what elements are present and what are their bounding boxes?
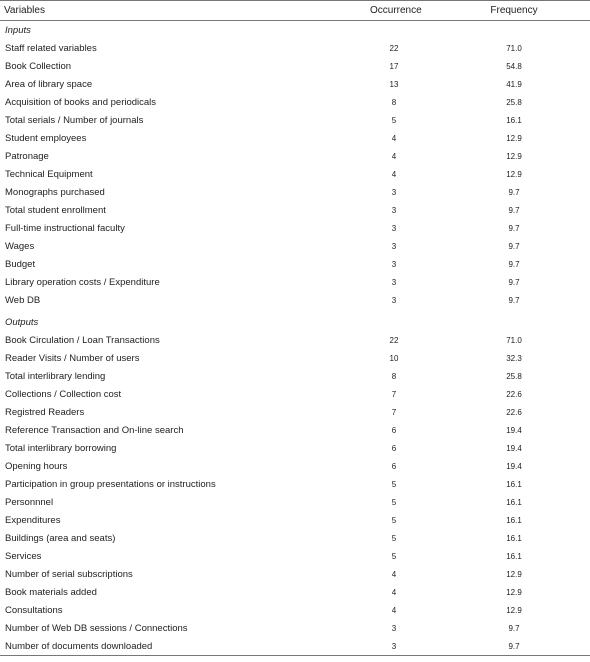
variable-name: Reference Transaction and On-line search [5, 424, 184, 436]
frequency-value: 9.7 [508, 259, 520, 269]
header-variables: Variables [0, 1, 318, 21]
table-row [0, 219, 590, 237]
occurrence-value: 7 [391, 407, 397, 417]
variable-name: Technical Equipment [5, 168, 93, 180]
table-row [0, 421, 590, 439]
table-row [0, 493, 590, 511]
variable-name: Staff related variables [5, 42, 97, 54]
occurrence-value: 3 [391, 295, 397, 305]
occurrence-value: 6 [391, 443, 397, 453]
variable-name: Acquisition of books and periodicals [5, 96, 157, 108]
variable-name: Student employees [5, 132, 87, 144]
variable-name: Library operation costs / Expenditure [5, 276, 160, 288]
occurrence-value: 3 [391, 187, 397, 197]
table-row [0, 583, 590, 601]
table-row [0, 291, 590, 309]
frequency-value: 25.8 [506, 371, 522, 381]
variable-name: Participation in group presentations or instructions [5, 478, 216, 490]
table-row [0, 147, 590, 165]
variable-name: Book Circulation / Loan Transactions [5, 334, 160, 346]
table-row [0, 273, 590, 291]
variable-name: Total serials / Number of journals [5, 114, 144, 126]
occurrence-value: 4 [391, 587, 397, 597]
frequency-value: 12.9 [506, 133, 522, 143]
frequency-value: 9.7 [508, 187, 520, 197]
occurrence-value: 3 [391, 241, 397, 251]
frequency-value: 19.4 [506, 461, 522, 471]
table-row [0, 331, 590, 349]
table-row [0, 129, 590, 147]
frequency-value: 9.7 [508, 205, 520, 215]
table-row [0, 349, 590, 367]
variable-name: Total student enrollment [5, 204, 106, 216]
occurrence-value: 7 [391, 389, 397, 399]
occurrence-value: 4 [391, 169, 397, 179]
occurrence-value: 17 [389, 61, 399, 71]
frequency-value: 9.7 [508, 295, 520, 305]
header-frequency: Frequency [418, 1, 590, 21]
frequency-value: 22.6 [506, 389, 522, 399]
variable-name: Personnnel [5, 496, 54, 508]
variable-name: Monographs purchased [5, 186, 105, 198]
table-row [0, 255, 590, 273]
occurrence-value: 5 [391, 497, 397, 507]
frequency-value: 41.9 [506, 79, 522, 89]
variable-name: Number of Web DB sessions / Connections [5, 622, 188, 634]
occurrence-value: 4 [391, 151, 397, 161]
variable-name: Web DB [5, 294, 41, 306]
frequency-value: 25.8 [506, 97, 522, 107]
occurrence-value: 5 [391, 533, 397, 543]
occurrence-value: 4 [391, 569, 397, 579]
inputs-section-label: Inputs [5, 24, 31, 36]
occurrence-value: 5 [391, 479, 397, 489]
occurrence-value: 13 [389, 79, 399, 89]
occurrence-value: 5 [391, 515, 397, 525]
table-row [0, 201, 590, 219]
table-row [0, 565, 590, 583]
variable-name: Total interlibrary lending [5, 370, 106, 382]
table-row [0, 475, 590, 493]
table-row [0, 75, 590, 93]
variable-name: Collections / Collection cost [5, 388, 122, 400]
occurrence-value: 3 [391, 259, 397, 269]
occurrence-value: 3 [391, 623, 397, 633]
table-row [0, 547, 590, 565]
variable-name: Opening hours [5, 460, 68, 472]
frequency-value: 71.0 [506, 335, 522, 345]
variable-name: Book Collection [5, 60, 72, 72]
frequency-value: 9.7 [508, 223, 520, 233]
occurrence-value: 3 [391, 223, 397, 233]
occurrence-value: 8 [391, 371, 397, 381]
table-row [0, 111, 590, 129]
occurrence-value: 5 [391, 115, 397, 125]
frequency-value: 16.1 [506, 515, 522, 525]
frequency-value: 12.9 [506, 169, 522, 179]
occurrence-value: 4 [391, 605, 397, 615]
table-row [0, 439, 590, 457]
frequency-value: 12.9 [506, 151, 522, 161]
occurrence-value: 3 [391, 277, 397, 287]
table-row [0, 529, 590, 547]
table-header [0, 1, 590, 21]
variable-name: Registred Readers [5, 406, 85, 418]
table-row [0, 385, 590, 403]
table-row [0, 457, 590, 475]
table-row [0, 93, 590, 111]
frequency-value: 16.1 [506, 497, 522, 507]
occurrence-value: 22 [389, 335, 399, 345]
occurrence-value: 5 [391, 551, 397, 561]
variable-name: Total interlibrary borrowing [5, 442, 117, 454]
table-row [0, 57, 590, 75]
frequency-value: 12.9 [506, 587, 522, 597]
variable-name: Reader Visits / Number of users [5, 352, 140, 364]
table-row [0, 39, 590, 57]
occurrence-value: 4 [391, 133, 397, 143]
variable-name: Consultations [5, 604, 63, 616]
variable-name: Number of documents downloaded [0, 637, 318, 656]
occurrence-value: 6 [391, 461, 397, 471]
frequency-value: 16.1 [506, 551, 522, 561]
variable-name: Full-time instructional faculty [5, 222, 125, 234]
variable-name: Number of serial subscriptions [5, 568, 133, 580]
variable-name: Book materials added [5, 586, 97, 598]
variable-name: Services [5, 550, 42, 562]
frequency-value: 54.8 [506, 61, 522, 71]
table-row [0, 165, 590, 183]
variable-name: Area of library space [5, 78, 93, 90]
table-body [0, 21, 590, 656]
frequency-value: 12.9 [506, 569, 522, 579]
frequency-value: 32.3 [506, 353, 522, 363]
frequency-value: 9.7 [508, 277, 520, 287]
table-row [0, 637, 590, 656]
header-occurrence: Occurrence [318, 1, 418, 21]
variable-name: Wages [5, 240, 35, 252]
frequency-value: 9.7 [508, 623, 520, 633]
table-row [0, 619, 590, 637]
frequency-value: 16.1 [506, 533, 522, 543]
occurrence-value: 22 [389, 43, 399, 53]
frequency-value: 22.6 [506, 407, 522, 417]
frequency-value: 19.4 [506, 425, 522, 435]
header-row [0, 1, 590, 21]
frequency-value: 12.9 [506, 605, 522, 615]
frequency-value: 16.1 [506, 479, 522, 489]
variable-name: Patronage [5, 150, 49, 162]
table-row [0, 367, 590, 385]
table-row [0, 183, 590, 201]
frequency-value: 9.7 [508, 241, 520, 251]
frequency-value: 16.1 [506, 115, 522, 125]
table-row [0, 237, 590, 255]
section-label-row [0, 313, 590, 331]
outputs-section-label: Outputs [5, 316, 39, 328]
occurrence-value: 3 [318, 637, 418, 656]
variable-name: Expenditures [5, 514, 61, 526]
occurrence-value: 6 [391, 425, 397, 435]
variable-name: Buildings (area and seats) [5, 532, 116, 544]
variable-name: Budget [5, 258, 36, 270]
table-row [0, 511, 590, 529]
occurrence-value: 10 [389, 353, 399, 363]
occurrence-value: 8 [391, 97, 397, 107]
frequency-value: 19.4 [506, 443, 522, 453]
frequency-value: 71.0 [506, 43, 522, 53]
occurrence-value: 3 [391, 205, 397, 215]
frequency-value: 9.7 [418, 637, 590, 656]
table-row [0, 403, 590, 421]
section-label-row [0, 21, 590, 40]
table-row [0, 601, 590, 619]
